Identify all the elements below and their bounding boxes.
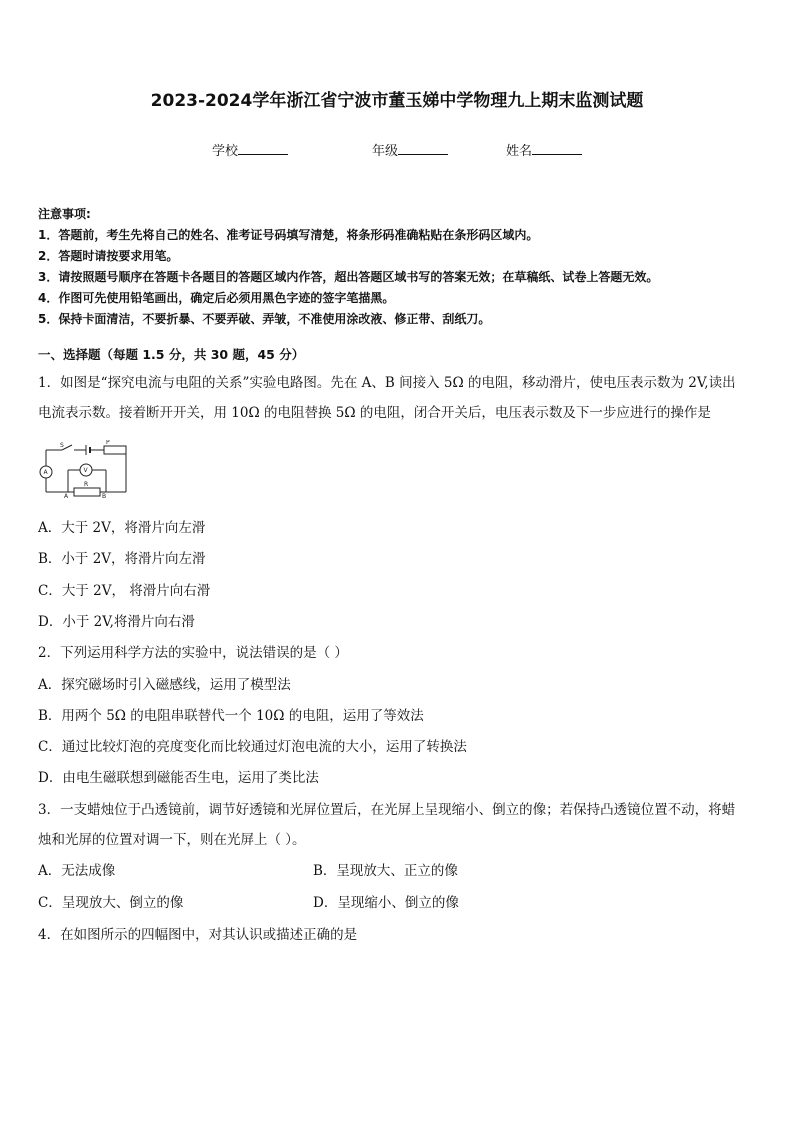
grade-label: 年级 [372,144,399,159]
voltmeter-symbol: V [83,467,88,474]
q3-option-a: A．无法成像 [38,863,116,879]
q2-option-d: D．由电生磁联想到磁能否生电，运用了类比法 [38,770,319,786]
school-field [212,140,288,159]
rheostat-label: P [106,440,110,446]
q2-stem: 2．下列运用科学方法的实验中，说法错误的是（ ） [38,645,348,661]
circuit-diagram [38,440,130,498]
q4-stem: 4．在如图所示的四幅图中，对其认识或描述正确的是 [38,927,358,943]
q2-option-a: A．探究磁场时引入磁感线，运用了模型法 [38,677,291,693]
grade-field [372,140,448,159]
q1-option-b: B．小于 2V，将滑片向左滑 [38,551,206,567]
name-blank[interactable] [532,142,582,155]
section-title: 一、选择题（每题 1.5 分，共 30 题，45 分） [38,347,305,362]
point-a-label: A [64,493,69,498]
q2-option-c: C．通过比较灯泡的亮度变化而比较通过灯泡电流的大小，运用了转换法 [38,739,467,755]
school-label: 学校 [212,144,239,159]
q1-stem-line2: 电流表示数。接着断开开关，用 10Ω 的电阻替换 5Ω 的电阻，闭合开关后，电压表示数及下一步应进行的操作是 [38,405,711,421]
q3-option-c: C．呈现放大、倒立的像 [38,895,184,911]
notice-item: 1．答题前，考生先将自己的姓名、准考证号码填写清楚，将条形码准确粘贴在条形码区域内。 [38,228,539,242]
notice-heading: 注意事项: [38,207,91,221]
notice-item: 2．答题时请按要求用笔。 [38,249,179,263]
q3-option-b: B．呈现放大、正立的像 [313,863,458,879]
switch-label: S [60,442,64,449]
grade-blank[interactable] [398,142,448,155]
q1-stem-line1: 1．如图是“探究电流与电阻的关系”实验电路图。先在 A、B 间接入 5Ω 的电阻，移动滑片，使电压表示数为 2V,读出 [38,375,736,391]
q3-option-d: D．呈现缩小、倒立的像 [313,895,459,911]
resistor-label: R [84,481,89,488]
q3-stem-line2: 烛和光屏的位置对调一下，则在光屏上（ ）。 [38,832,306,848]
q3-stem-line1: 3．一支蜡烛位于凸透镜前，调节好透镜和光屏位置后，在光屏上呈现缩小、倒立的像；若保持凸透镜位置不动，将蜡 [38,802,736,818]
q2-option-b: B．用两个 5Ω 的电阻串联替代一个 10Ω 的电阻，运用了等效法 [38,708,424,724]
q1-option-c: C．大于 2V， 将滑片向右滑 [38,583,211,599]
name-label: 姓名 [506,144,533,159]
ammeter-symbol: A [43,469,48,476]
point-b-label: B [102,493,107,498]
notice-item: 4．作图可先使用铅笔画出，确定后必须用黑色字迹的签字笔描黑。 [38,291,395,305]
notice-block [38,204,658,330]
q1-option-d: D．小于 2V,将滑片向右滑 [38,614,195,630]
q1-option-a: A．大于 2V，将滑片向左滑 [38,520,206,536]
notice-item: 3．请按照题号顺序在答题卡各题目的答题区域内作答，超出答题区域书写的答案无效；在草稿纸、试卷上答题无效。 [38,270,659,284]
exam-title: 2023-2024学年浙江省宁波市董玉娣中学物理九上期末监测试题 [150,91,644,111]
name-field [506,140,582,159]
school-blank[interactable] [238,142,288,155]
notice-item: 5．保持卡面清洁，不要折暴、不要弄破、弄皱，不准使用涂改液、修正带、刮纸刀。 [38,312,491,326]
